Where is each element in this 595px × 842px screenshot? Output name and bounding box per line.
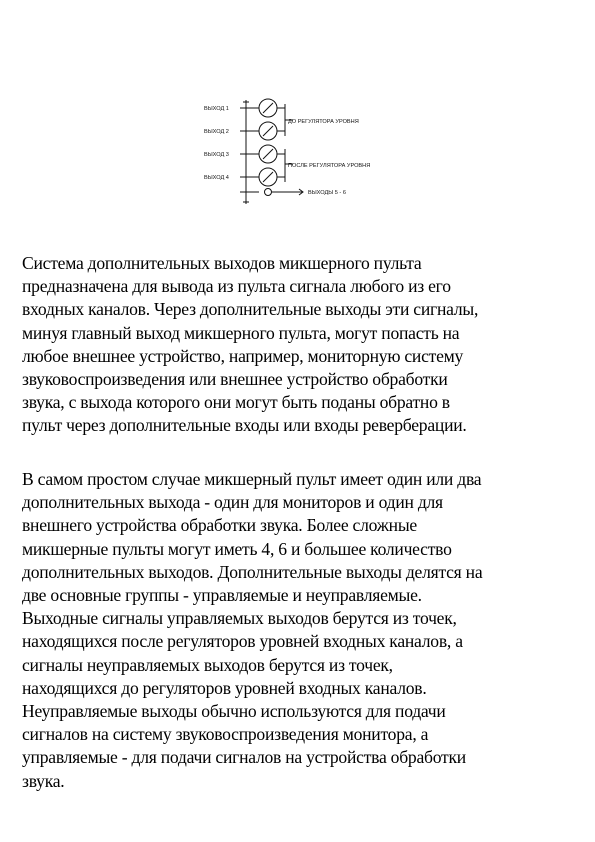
text-line: управляемые - для подачи сигналов на устройства обработки xyxy=(22,747,466,768)
text-line: находящихся после регуляторов уровней входных каналов, а xyxy=(22,631,463,652)
text-line: дополнительных выходов. Дополнительные выходы делятся на xyxy=(22,561,483,582)
text-line: минуя главный выход микшерного пульта, могут попасть на xyxy=(22,322,460,343)
aux-outputs-schematic xyxy=(195,96,415,212)
output-2-label: ВЫХОД 2 xyxy=(204,129,229,135)
text-line: Неуправляемые выходы обычно используются для подачи xyxy=(22,701,446,722)
text-line: звука, с выхода которого они могут быть поданы обратно в xyxy=(22,392,450,413)
pre-fader-label: ДО РЕГУЛЯТОРА УРОВНЯ xyxy=(288,119,359,125)
text-line: внешнего устройства обработки звука. Более сложные xyxy=(22,515,417,536)
post-fader-label: ПОСЛЕ РЕГУЛЯТОРА УРОВНЯ xyxy=(288,163,371,169)
output-4-label: ВЫХОД 4 xyxy=(204,175,229,181)
text-line: звуковоспроизведения или внешнее устройство обработки xyxy=(22,369,448,390)
text-line: две основные группы - управляемые и неуправляемые. xyxy=(22,585,422,606)
text-line: находящихся до регуляторов уровней входных каналов. xyxy=(22,677,427,698)
text-line: пульт через дополнительные входы или входы реверберации. xyxy=(22,415,467,436)
paragraph-aux-outputs-intro xyxy=(22,252,582,438)
text-line: сигналы неуправляемых выходов берутся из точек, xyxy=(22,654,393,675)
text-line: Система дополнительных выходов микшерного пульта xyxy=(22,253,422,273)
text-line: любое внешнее устройство, например, мониторную систему xyxy=(22,345,464,366)
aux-5-6-node xyxy=(265,189,272,196)
outputs-5-6-label: ВЫХОДЫ 5 - 6 xyxy=(308,190,346,196)
text-line: В самом простом случае микшерный пульт имеет один или два xyxy=(22,469,482,489)
output-3-label: ВЫХОД 3 xyxy=(204,152,229,158)
text-line: микшерные пульты могут иметь 4, 6 и большее количество xyxy=(22,538,452,559)
text-line: звука. xyxy=(22,770,65,791)
text-line: сигналов на систему звуковоспроизведения монитора, а xyxy=(22,724,429,745)
text-line: входных каналов. Через дополнительные выходы эти сигналы, xyxy=(22,299,479,320)
text-line: дополнительных выхода - один для мониторов и один для xyxy=(22,492,443,513)
text-line: предназначена для вывода из пульта сигнала любого из его xyxy=(22,276,451,297)
aux-outputs-diagram xyxy=(195,96,415,212)
output-1-label: ВЫХОД 1 xyxy=(204,106,229,112)
text-line: Выходные сигналы управляемых выходов берутся из точек, xyxy=(22,608,457,629)
paragraph-aux-output-types xyxy=(22,468,582,793)
